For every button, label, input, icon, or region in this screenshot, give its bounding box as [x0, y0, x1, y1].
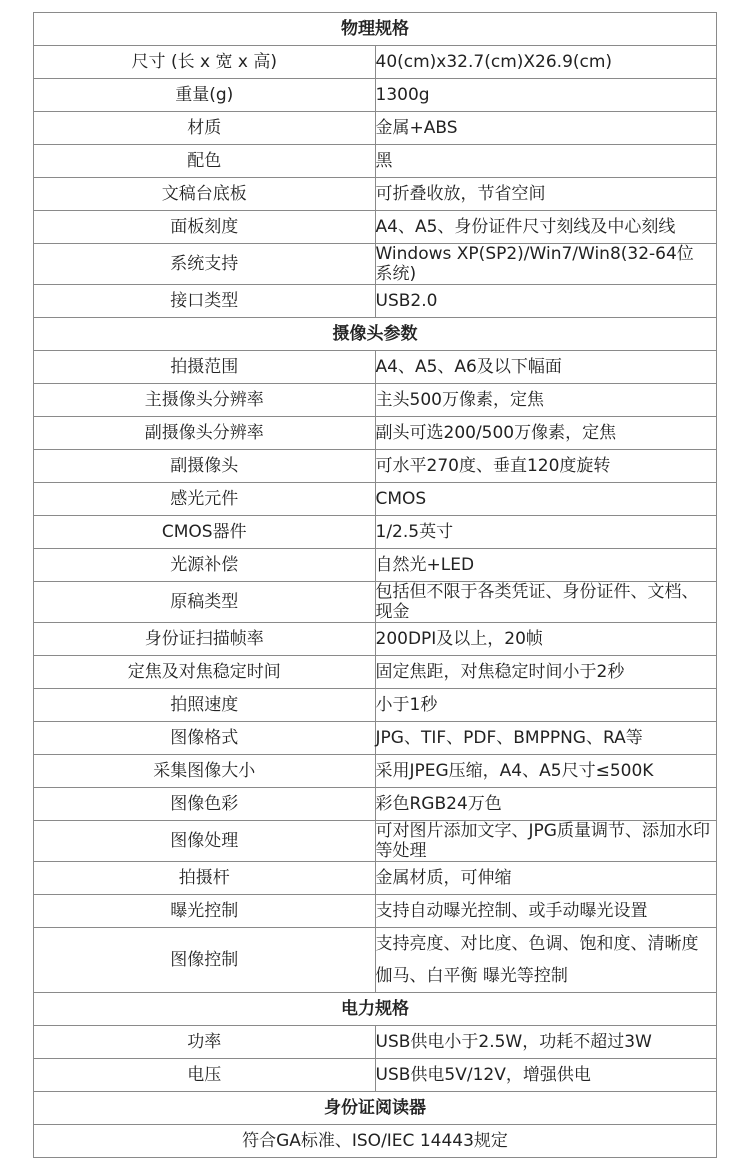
- section-header-row: [34, 13, 717, 46]
- spec-label: 系统支持: [34, 244, 376, 285]
- spec-row: [34, 79, 717, 112]
- spec-value: 固定焦距，对焦稳定时间小于2秒: [375, 656, 717, 689]
- spec-value: 金属+ABS: [375, 112, 717, 145]
- spec-value: USB供电小于2.5W，功耗不超过3W: [375, 1026, 717, 1059]
- spec-label: 图像格式: [34, 722, 376, 755]
- spec-value: USB2.0: [375, 285, 717, 318]
- spec-table: [33, 12, 717, 1158]
- spec-row: [34, 450, 717, 483]
- spec-label: 图像色彩: [34, 788, 376, 821]
- spec-label: 原稿类型: [34, 582, 376, 623]
- spec-row: [34, 211, 717, 244]
- spec-label: 副摄像头分辨率: [34, 417, 376, 450]
- spec-value: 黑: [375, 145, 717, 178]
- spec-row: [34, 1026, 717, 1059]
- spec-row: [34, 417, 717, 450]
- section-title: 身份证阅读器: [34, 1092, 717, 1125]
- spec-label: 接口类型: [34, 285, 376, 318]
- spec-label: 感光元件: [34, 483, 376, 516]
- spec-value: 可水平270度、垂直120度旋转: [375, 450, 717, 483]
- spec-row: [34, 285, 717, 318]
- section-header-row: [34, 1092, 717, 1125]
- spec-row: [34, 928, 717, 993]
- spec-row: [34, 483, 717, 516]
- spec-value: 自然光+LED: [375, 549, 717, 582]
- spec-label: 身份证扫描帧率: [34, 623, 376, 656]
- spec-label: 定焦及对焦稳定时间: [34, 656, 376, 689]
- spec-label: 曝光控制: [34, 895, 376, 928]
- spec-row: [34, 722, 717, 755]
- spec-value: 40(cm)x32.7(cm)X26.9(cm): [375, 46, 717, 79]
- spec-value: 支持亮度、对比度、色调、饱和度、清晰度 伽马、白平衡 曝光等控制: [375, 928, 717, 993]
- spec-value: 1/2.5英寸: [375, 516, 717, 549]
- spec-label: 尺寸 (长 x 宽 x 高): [34, 46, 376, 79]
- spec-table-body: [34, 13, 717, 1158]
- spec-row: [34, 145, 717, 178]
- spec-row: [34, 755, 717, 788]
- spec-label: 主摄像头分辨率: [34, 384, 376, 417]
- spec-row: [34, 689, 717, 722]
- spec-value: 彩色RGB24万色: [375, 788, 717, 821]
- spec-row: [34, 351, 717, 384]
- spec-row-full: [34, 1125, 717, 1158]
- spec-label: 重量(g): [34, 79, 376, 112]
- spec-value: CMOS: [375, 483, 717, 516]
- spec-value: USB供电5V/12V，增强供电: [375, 1059, 717, 1092]
- spec-row: [34, 244, 717, 285]
- spec-row: [34, 623, 717, 656]
- spec-row: [34, 582, 717, 623]
- spec-value: 副头可选200/500万像素，定焦: [375, 417, 717, 450]
- section-header-row: [34, 993, 717, 1026]
- spec-value: 小于1秒: [375, 689, 717, 722]
- spec-label: 拍照速度: [34, 689, 376, 722]
- spec-label: 采集图像大小: [34, 755, 376, 788]
- spec-row: [34, 821, 717, 862]
- spec-value: A4、A5、身份证件尺寸刻线及中心刻线: [375, 211, 717, 244]
- spec-value: Windows XP(SP2)/Win7/Win8(32-64位 系统): [375, 244, 717, 285]
- spec-value: A4、A5、A6及以下幅面: [375, 351, 717, 384]
- spec-label: 拍摄杆: [34, 862, 376, 895]
- spec-row: [34, 1059, 717, 1092]
- spec-value: 金属材质，可伸缩: [375, 862, 717, 895]
- spec-label: 文稿台底板: [34, 178, 376, 211]
- spec-label: 图像控制: [34, 928, 376, 993]
- spec-value: JPG、TIF、PDF、BMPPNG、RA等: [375, 722, 717, 755]
- section-title: 摄像头参数: [34, 318, 717, 351]
- spec-value: 200DPI及以上，20帧: [375, 623, 717, 656]
- spec-label: 配色: [34, 145, 376, 178]
- spec-value: 1300g: [375, 79, 717, 112]
- spec-row: [34, 516, 717, 549]
- spec-value: 支持自动曝光控制、或手动曝光设置: [375, 895, 717, 928]
- spec-label: 材质: [34, 112, 376, 145]
- spec-row: [34, 788, 717, 821]
- section-header-row: [34, 318, 717, 351]
- section-title: 电力规格: [34, 993, 717, 1026]
- spec-label: 副摄像头: [34, 450, 376, 483]
- spec-value: 包括但不限于各类凭证、身份证件、文档、 现金: [375, 582, 717, 623]
- spec-row: [34, 895, 717, 928]
- spec-label: 图像处理: [34, 821, 376, 862]
- spec-label: CMOS器件: [34, 516, 376, 549]
- spec-row: [34, 656, 717, 689]
- spec-row: [34, 178, 717, 211]
- spec-row: [34, 112, 717, 145]
- spec-value: 可折叠收放，节省空间: [375, 178, 717, 211]
- spec-row: [34, 384, 717, 417]
- spec-label: 电压: [34, 1059, 376, 1092]
- spec-row: [34, 46, 717, 79]
- section-title: 物理规格: [34, 13, 717, 46]
- spec-row: [34, 862, 717, 895]
- spec-full-value: 符合GA标准、ISO/IEC 14443规定: [34, 1125, 717, 1158]
- spec-label: 功率: [34, 1026, 376, 1059]
- spec-value: 主头500万像素，定焦: [375, 384, 717, 417]
- spec-label: 拍摄范围: [34, 351, 376, 384]
- spec-label: 光源补偿: [34, 549, 376, 582]
- spec-value: 可对图片添加文字、JPG质量调节、添加水印 等处理: [375, 821, 717, 862]
- spec-value: 采用JPEG压缩，A4、A5尺寸≤500K: [375, 755, 717, 788]
- spec-label: 面板刻度: [34, 211, 376, 244]
- spec-row: [34, 549, 717, 582]
